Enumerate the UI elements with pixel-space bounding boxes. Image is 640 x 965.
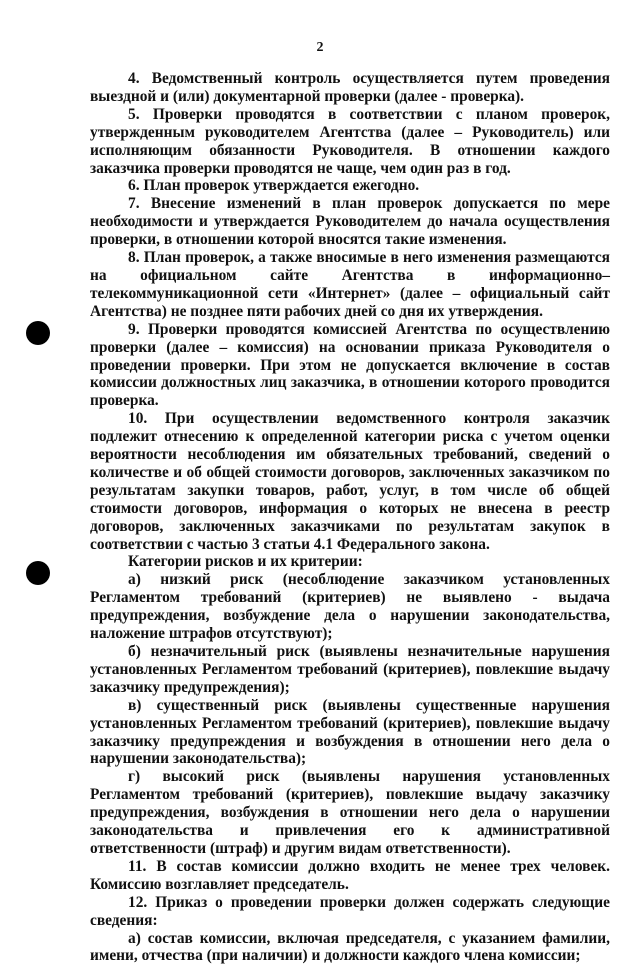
risk-category-b: б) незначительный риск (выявлены незначительные нарушения установленных Регламентом требований (критериев), повлекшие выдачу заказчику предупреждения); <box>90 643 610 697</box>
punch-hole-bottom <box>26 561 50 585</box>
risk-categories-heading: Категории рисков и их критерии: <box>90 553 610 571</box>
page-number: 2 <box>0 40 640 56</box>
paragraph-11: 11. В состав комиссии должно входить не менее трех человек. Комиссию возглавляет председатель. <box>90 858 610 894</box>
punch-hole-top <box>26 321 50 345</box>
risk-category-a: а) низкий риск (несоблюдение заказчиком установленных Регламентом требований (критериев) не выявлено - выдача предупреждения, возбуждение дела о нарушении законодательства, наложение штрафов отсутствуют); <box>90 571 610 643</box>
paragraph-10: 10. При осуществлении ведомственного контроля заказчик подлежит отнесению к определенной категории риска с учетом оценки вероятности несоблюдения им обязательных требований, сведений о количестве и об общей стоимости договоров, заключенных заказчиком по результатам закупки товаров, работ, услуг, в том числе об общей стоимости договоров, информация о которых не внесена в реестр договоров, заключенных заказчиками по результатам закупок в соответствии с частью 3 статьи 4.1 Федерального закона. <box>90 410 610 553</box>
paragraph-7: 7. Внесение изменений в план проверок допускается по мере необходимости и утверждается Руководителем до начала осуществления проверки, в отношении которой вносятся такие изменения. <box>90 195 610 249</box>
paragraph-12: 12. Приказ о проведении проверки должен содержать следующие сведения: <box>90 894 610 930</box>
paragraph-4: 4. Ведомственный контроль осуществляется путем проведения выездной и (или) документарной проверки (далее - проверка). <box>90 70 610 106</box>
paragraph-12-item-a: а) состав комиссии, включая председателя, с указанием фамилии, имени, отчества (при наличии) и должности каждого члена комиссии; <box>90 930 610 965</box>
paragraph-6: 6. План проверок утверждается ежегодно. <box>90 177 610 195</box>
risk-category-c: в) существенный риск (выявлены существенные нарушения установленных Регламентом требований (критериев), повлекшие выдачу заказчику предупреждения и возбуждения в отношении него дела о нарушении законодательства); <box>90 697 610 769</box>
paragraph-9: 9. Проверки проводятся комиссией Агентства по осуществлению проверки (далее – комиссия) на основании приказа Руководителя о проведении проверки. При этом не допускается включение в состав комиссии должностных лиц заказчика, в отношении которого проводится проверка. <box>90 321 610 411</box>
paragraph-8: 8. План проверок, а также вносимые в него изменения размещаются на официальном сайте Агентства в информационно–телекоммуникационной сети «Интернет» (далее – официальный сайт Агентства) не позднее пяти рабочих дней со дня их утверждения. <box>90 249 610 321</box>
risk-category-d: г) высокий риск (выявлены нарушения установленных Регламентом требований (критериев), повлекшие выдачу заказчику предупреждения, возбуждения в отношении него дела о нарушении законодательства и привлечения его к административной ответственности (штраф) и другим видам ответственности). <box>90 768 610 858</box>
document-body <box>90 70 610 965</box>
paragraph-5: 5. Проверки проводятся в соответствии с планом проверок, утвержденным руководителем Агентства (далее – Руководитель) или исполняющим обязанности Руководителя. В отношении каждого заказчика проверки проводятся не чаще, чем один раз в год. <box>90 106 610 178</box>
